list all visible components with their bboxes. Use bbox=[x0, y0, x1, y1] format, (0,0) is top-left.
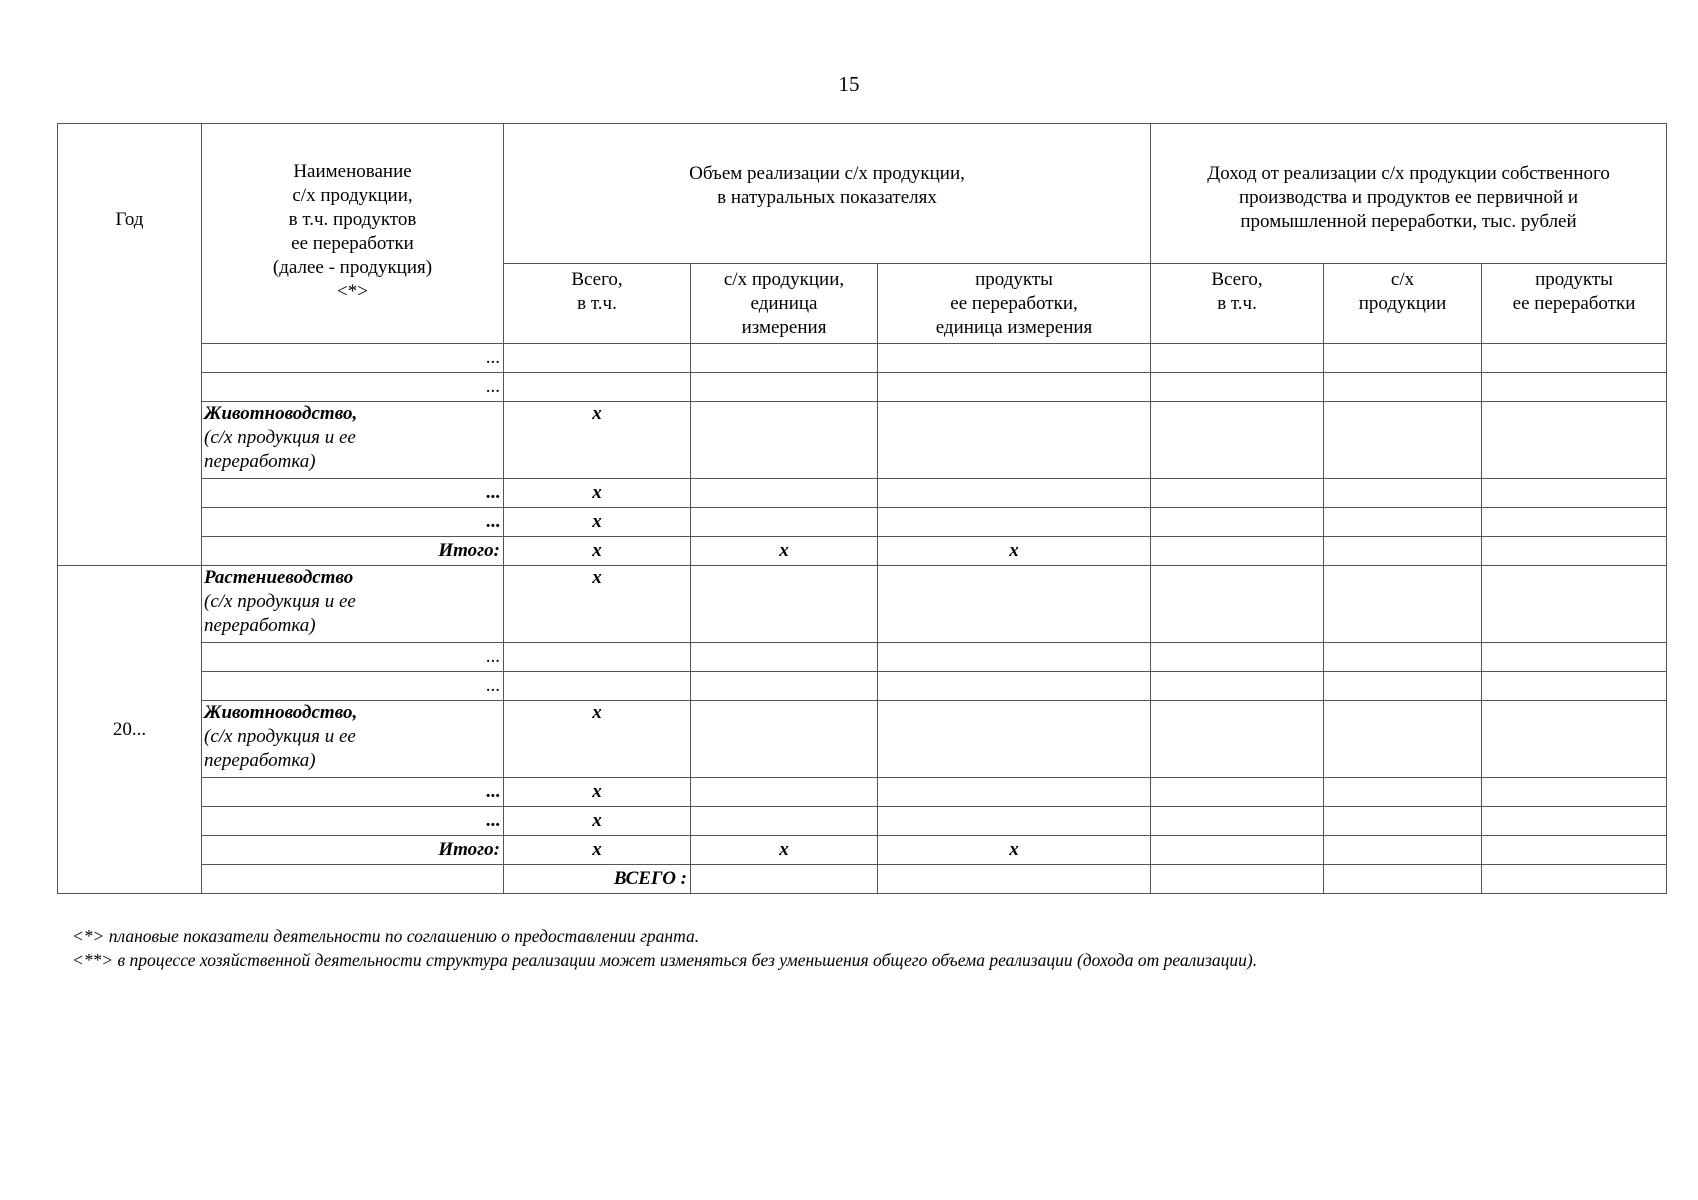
product-placeholder: ... bbox=[202, 778, 504, 807]
volume-processed-cell bbox=[878, 566, 1151, 643]
income-processed-cell bbox=[1482, 508, 1667, 537]
income-total-cell bbox=[1151, 344, 1324, 373]
income-total-cell bbox=[1151, 778, 1324, 807]
table-row bbox=[58, 807, 1667, 836]
volume-agri-cell bbox=[691, 344, 878, 373]
product-placeholder: ... bbox=[202, 344, 504, 373]
livestock-category-cell bbox=[202, 402, 504, 479]
income-processed-cell bbox=[1482, 643, 1667, 672]
income-agri-header: с/х продукции bbox=[1324, 264, 1482, 344]
volume-agri-cell bbox=[691, 479, 878, 508]
not-applicable-mark: x bbox=[691, 836, 878, 865]
header-row-1 bbox=[58, 124, 1667, 264]
income-processed-cell bbox=[1482, 701, 1667, 778]
not-applicable-mark: x bbox=[504, 479, 691, 508]
grand-total-row bbox=[58, 865, 1667, 894]
page-number: 15 bbox=[838, 72, 860, 96]
income-total-cell bbox=[1151, 402, 1324, 479]
product-placeholder: ... bbox=[202, 672, 504, 701]
income-agri-cell bbox=[1324, 402, 1482, 479]
income-agri-cell bbox=[1324, 672, 1482, 701]
not-applicable-mark: x bbox=[878, 836, 1151, 865]
subtotal-row bbox=[58, 836, 1667, 865]
volume-processed-cell bbox=[878, 344, 1151, 373]
income-agri-cell bbox=[1324, 566, 1482, 643]
grand-total-label: ВСЕГО : bbox=[504, 865, 691, 894]
product-placeholder: ... bbox=[202, 479, 504, 508]
income-total-cell bbox=[1151, 836, 1324, 865]
volume-agri-cell bbox=[691, 778, 878, 807]
income-processed-header: продукты ее переработки bbox=[1482, 264, 1667, 344]
volume-agri-cell bbox=[878, 865, 1151, 894]
income-group-header: Доход от реализации с/х продукции собственного производства и продуктов ее первичной и промышленной переработки, тыс. рублей bbox=[1151, 124, 1667, 264]
livestock-title: Животноводство, bbox=[204, 702, 358, 723]
income-total-cell bbox=[1151, 701, 1324, 778]
volume-agri-cell bbox=[691, 807, 878, 836]
income-processed-cell bbox=[1482, 373, 1667, 402]
not-applicable-mark: x bbox=[504, 807, 691, 836]
income-total-cell bbox=[1324, 865, 1482, 894]
livestock-title: Животноводство, bbox=[204, 403, 358, 424]
volume-processed-cell bbox=[878, 373, 1151, 402]
year-header: Год bbox=[58, 124, 202, 566]
livestock-category-cell bbox=[202, 701, 504, 778]
volume-total-cell bbox=[691, 865, 878, 894]
volume-processed-header: продукты ее переработки, единица измерения bbox=[878, 264, 1151, 344]
income-total-cell bbox=[1151, 508, 1324, 537]
not-applicable-mark: x bbox=[691, 537, 878, 566]
volume-processed-cell bbox=[878, 643, 1151, 672]
volume-total-cell bbox=[504, 672, 691, 701]
volume-processed-cell bbox=[878, 508, 1151, 537]
income-total-cell bbox=[1151, 373, 1324, 402]
table-row bbox=[58, 566, 1667, 643]
crop-title: Растениеводство bbox=[204, 567, 354, 588]
volume-agri-cell bbox=[691, 373, 878, 402]
income-total-header: Всего, в т.ч. bbox=[1151, 264, 1324, 344]
footnotes bbox=[72, 924, 1620, 972]
not-applicable-mark: x bbox=[504, 778, 691, 807]
volume-processed-cell bbox=[878, 807, 1151, 836]
product-placeholder: ... bbox=[202, 508, 504, 537]
table-row bbox=[58, 778, 1667, 807]
not-applicable-mark: x bbox=[504, 701, 691, 778]
income-agri-cell bbox=[1324, 373, 1482, 402]
income-processed-cell bbox=[1482, 566, 1667, 643]
income-processed-cell bbox=[1482, 778, 1667, 807]
livestock-subtitle: (с/х продукция и ее переработка) bbox=[204, 427, 356, 472]
income-total-cell bbox=[1151, 566, 1324, 643]
not-applicable-mark: x bbox=[504, 836, 691, 865]
volume-total-header: Всего, в т.ч. bbox=[504, 264, 691, 344]
income-processed-cell bbox=[1482, 344, 1667, 373]
income-total-cell bbox=[1151, 537, 1324, 566]
income-total-cell bbox=[1151, 643, 1324, 672]
volume-agri-cell bbox=[691, 566, 878, 643]
volume-agri-header: с/х продукции, единица измерения bbox=[691, 264, 878, 344]
income-agri-cell bbox=[1324, 836, 1482, 865]
volume-group-header: Объем реализации с/х продукции, в натуральных показателях bbox=[504, 124, 1151, 264]
table-row bbox=[58, 402, 1667, 479]
volume-agri-cell bbox=[691, 701, 878, 778]
income-agri-cell bbox=[1324, 479, 1482, 508]
subtotal-label: Итого: bbox=[202, 537, 504, 566]
product-placeholder: ... bbox=[202, 643, 504, 672]
income-agri-cell bbox=[1324, 807, 1482, 836]
footnote-1: <*> плановые показатели деятельности по соглашению о предоставлении гранта. bbox=[72, 926, 700, 946]
not-applicable-mark: x bbox=[504, 566, 691, 643]
volume-processed-cell bbox=[878, 402, 1151, 479]
income-total-cell bbox=[1151, 479, 1324, 508]
volume-processed-cell bbox=[878, 672, 1151, 701]
table-row bbox=[58, 701, 1667, 778]
income-agri-cell bbox=[1324, 701, 1482, 778]
table-row bbox=[58, 672, 1667, 701]
table-row bbox=[58, 508, 1667, 537]
income-processed-cell bbox=[1482, 479, 1667, 508]
volume-agri-cell bbox=[691, 508, 878, 537]
year-cell-empty bbox=[202, 865, 504, 894]
not-applicable-mark: x bbox=[504, 402, 691, 479]
volume-total-cell bbox=[504, 344, 691, 373]
income-processed-cell bbox=[1482, 836, 1667, 865]
income-processed-cell bbox=[1482, 402, 1667, 479]
product-name-header: Наименование с/х продукции, в т.ч. продуктов ее переработки (далее - продукция) <*> bbox=[202, 124, 504, 344]
volume-processed-cell bbox=[878, 701, 1151, 778]
product-placeholder: ... bbox=[202, 807, 504, 836]
volume-processed-cell bbox=[1151, 865, 1324, 894]
not-applicable-mark: x bbox=[878, 537, 1151, 566]
not-applicable-mark: x bbox=[504, 508, 691, 537]
crop-category-cell bbox=[202, 566, 504, 643]
income-agri-cell bbox=[1324, 344, 1482, 373]
income-agri-cell bbox=[1324, 508, 1482, 537]
subtotal-label: Итого: bbox=[202, 836, 504, 865]
not-applicable-mark: x bbox=[504, 537, 691, 566]
sales-plan-table bbox=[57, 123, 1667, 894]
volume-total-cell bbox=[504, 643, 691, 672]
livestock-subtitle: (с/х продукция и ее переработка) bbox=[204, 726, 356, 771]
crop-subtitle: (с/х продукция и ее переработка) bbox=[204, 591, 356, 636]
product-placeholder: ... bbox=[202, 373, 504, 402]
income-agri-cell bbox=[1324, 643, 1482, 672]
income-total-cell bbox=[1151, 807, 1324, 836]
table-row bbox=[58, 344, 1667, 373]
subtotal-row bbox=[58, 537, 1667, 566]
income-processed-cell bbox=[1482, 807, 1667, 836]
volume-processed-cell bbox=[878, 778, 1151, 807]
income-processed-cell bbox=[1482, 537, 1667, 566]
table-row bbox=[58, 479, 1667, 508]
volume-agri-cell bbox=[691, 643, 878, 672]
income-processed-cell bbox=[1482, 672, 1667, 701]
footnote-2: <**> в процессе хозяйственной деятельности структура реализации может изменяться без уменьшения общего объема реализации (дохода от реализации). bbox=[72, 950, 1258, 970]
income-agri-cell bbox=[1324, 778, 1482, 807]
income-agri-cell bbox=[1482, 865, 1667, 894]
table-row bbox=[58, 643, 1667, 672]
volume-processed-cell bbox=[878, 479, 1151, 508]
income-total-cell bbox=[1151, 672, 1324, 701]
income-agri-cell bbox=[1324, 537, 1482, 566]
volume-agri-cell bbox=[691, 672, 878, 701]
volume-total-cell bbox=[504, 373, 691, 402]
table-row bbox=[58, 373, 1667, 402]
year-value: 20... bbox=[58, 566, 202, 894]
volume-agri-cell bbox=[691, 402, 878, 479]
